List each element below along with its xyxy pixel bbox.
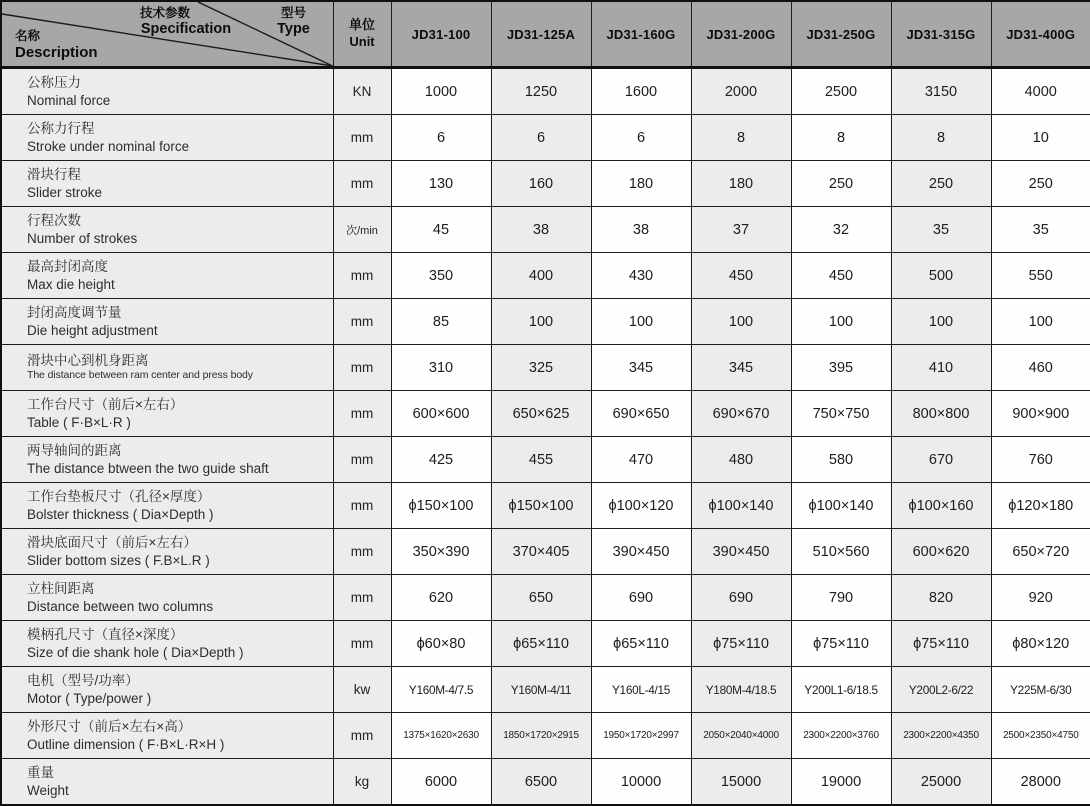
value-cell: 345 [691, 345, 791, 391]
value-cell: 450 [691, 253, 791, 299]
row-label-zh: 重量 [27, 764, 54, 780]
description-label-zh: 名称 [15, 29, 41, 43]
value-cell: Y160M-4/11 [491, 667, 591, 713]
description-label-en: Description [15, 44, 98, 61]
value-cell: 1950×1720×2997 [591, 713, 691, 759]
value-cell: 620 [391, 575, 491, 621]
value-cell: 100 [691, 299, 791, 345]
value-cell: 1000 [391, 68, 491, 115]
unit-cell: mm [333, 437, 391, 483]
model-column-header: JD31-315G [891, 1, 991, 68]
value-cell: 180 [691, 161, 791, 207]
row-label-en: Table ( F·B×L·R ) [27, 414, 131, 430]
row-label-zh: 工作台尺寸（前后×左右） [27, 396, 184, 412]
type-label-zh: 型号 [280, 6, 306, 20]
type-label-en: Type [277, 21, 310, 37]
value-cell: 2300×2200×4350 [891, 713, 991, 759]
value-cell: 2050×2040×4000 [691, 713, 791, 759]
spec-row [1, 207, 1090, 253]
value-cell: 35 [991, 207, 1090, 253]
row-label-zh: 工作台垫板尺寸（孔径×厚度） [27, 488, 211, 504]
row-label-cell [1, 391, 333, 437]
row-label-zh: 模柄孔尺寸（直径×深度） [27, 626, 184, 642]
value-cell: 100 [891, 299, 991, 345]
value-cell: ϕ100×140 [691, 483, 791, 529]
value-cell: 400 [491, 253, 591, 299]
unit-cell: mm [333, 391, 391, 437]
value-cell: 395 [791, 345, 891, 391]
spec-row [1, 391, 1090, 437]
row-label-cell [1, 483, 333, 529]
value-cell: 85 [391, 299, 491, 345]
value-cell: 650×720 [991, 529, 1090, 575]
value-cell: 6 [591, 115, 691, 161]
unit-cell: mm [333, 115, 391, 161]
value-cell: Y200L1-6/18.5 [791, 667, 891, 713]
model-column-header: JD31-160G [591, 1, 691, 68]
unit-cell: mm [333, 161, 391, 207]
value-cell: ϕ100×140 [791, 483, 891, 529]
spec-row [1, 437, 1090, 483]
unit-cell: mm [333, 529, 391, 575]
row-label-zh: 立柱间距离 [27, 580, 95, 596]
value-cell: 425 [391, 437, 491, 483]
value-cell: 650×625 [491, 391, 591, 437]
value-cell: ϕ65×110 [491, 621, 591, 667]
value-cell: 1250 [491, 68, 591, 115]
spec-row [1, 759, 1090, 806]
value-cell: 25000 [891, 759, 991, 806]
unit-cell: mm [333, 253, 391, 299]
value-cell: 690 [691, 575, 791, 621]
row-label-en: Weight [27, 782, 69, 798]
row-label-zh: 滑块底面尺寸（前后×左右） [27, 534, 197, 550]
value-cell: 670 [891, 437, 991, 483]
corner-header-cell [1, 1, 333, 68]
row-label-cell [1, 161, 333, 207]
row-label-cell [1, 713, 333, 759]
value-cell: 38 [591, 207, 691, 253]
value-cell: 370×405 [491, 529, 591, 575]
row-label-cell [1, 68, 333, 115]
value-cell: 580 [791, 437, 891, 483]
row-label-cell [1, 621, 333, 667]
value-cell: 350 [391, 253, 491, 299]
spec-row [1, 299, 1090, 345]
value-cell: 250 [991, 161, 1090, 207]
value-cell: 2500×2350×4750 [991, 713, 1090, 759]
value-cell: 37 [691, 207, 791, 253]
value-cell: 4000 [991, 68, 1090, 115]
unit-header-en: Unit [349, 34, 375, 49]
value-cell: ϕ150×100 [491, 483, 591, 529]
value-cell: 310 [391, 345, 491, 391]
value-cell: 15000 [691, 759, 791, 806]
value-cell: 760 [991, 437, 1090, 483]
value-cell: 19000 [791, 759, 891, 806]
value-cell: 650 [491, 575, 591, 621]
row-label-cell [1, 299, 333, 345]
spec-row [1, 161, 1090, 207]
value-cell: 32 [791, 207, 891, 253]
unit-cell: mm [333, 621, 391, 667]
row-label-cell [1, 759, 333, 806]
value-cell: 38 [491, 207, 591, 253]
value-cell: 250 [891, 161, 991, 207]
row-label-cell [1, 345, 333, 391]
specification-label-zh: 技术参数 [140, 6, 191, 20]
unit-column-header [333, 1, 391, 68]
value-cell: 600×600 [391, 391, 491, 437]
value-cell: 8 [791, 115, 891, 161]
row-label-en: Motor ( Type/power ) [27, 690, 152, 706]
value-cell: 470 [591, 437, 691, 483]
spec-row [1, 667, 1090, 713]
corner-specification-label [110, 6, 262, 38]
value-cell: 1600 [591, 68, 691, 115]
row-label-cell [1, 667, 333, 713]
model-column-header: JD31-200G [691, 1, 791, 68]
unit-cell: KN [333, 68, 391, 115]
spec-row [1, 115, 1090, 161]
value-cell: 8 [891, 115, 991, 161]
value-cell: 6000 [391, 759, 491, 806]
value-cell: 100 [491, 299, 591, 345]
value-cell: ϕ75×110 [691, 621, 791, 667]
value-cell: ϕ65×110 [591, 621, 691, 667]
unit-cell: mm [333, 483, 391, 529]
value-cell: 6 [391, 115, 491, 161]
corner-type-label [263, 6, 325, 38]
value-cell: 6500 [491, 759, 591, 806]
value-cell: 500 [891, 253, 991, 299]
unit-cell: mm [333, 345, 391, 391]
row-label-cell [1, 207, 333, 253]
row-label-zh: 封闭高度调节量 [27, 304, 122, 320]
value-cell: 455 [491, 437, 591, 483]
value-cell: 45 [391, 207, 491, 253]
row-label-zh: 公称力行程 [27, 120, 95, 136]
row-label-en: Number of strokes [27, 230, 138, 246]
row-label-zh: 电机（型号/功率） [27, 672, 139, 688]
row-label-zh: 滑块行程 [27, 166, 81, 182]
spec-row [1, 68, 1090, 115]
value-cell: 345 [591, 345, 691, 391]
row-label-en: Max die height [27, 276, 115, 292]
value-cell: 3150 [891, 68, 991, 115]
value-cell: 460 [991, 345, 1090, 391]
value-cell: 390×450 [591, 529, 691, 575]
row-label-cell [1, 575, 333, 621]
value-cell: 2300×2200×3760 [791, 713, 891, 759]
model-column-header: JD31-250G [791, 1, 891, 68]
model-column-header: JD31-400G [991, 1, 1090, 68]
value-cell: 100 [791, 299, 891, 345]
corner-description-label [15, 29, 98, 62]
value-cell: 350×390 [391, 529, 491, 575]
model-column-header: JD31-125A [491, 1, 591, 68]
value-cell: 10000 [591, 759, 691, 806]
row-label-zh: 两导轴间的距离 [27, 442, 122, 458]
value-cell: 100 [991, 299, 1090, 345]
row-label-en: Slider bottom sizes ( F.B×L.R ) [27, 552, 210, 568]
value-cell: ϕ60×80 [391, 621, 491, 667]
value-cell: 510×560 [791, 529, 891, 575]
unit-cell: mm [333, 575, 391, 621]
value-cell: 180 [591, 161, 691, 207]
value-cell: 2500 [791, 68, 891, 115]
value-cell: 920 [991, 575, 1090, 621]
value-cell: 690×670 [691, 391, 791, 437]
unit-cell: mm [333, 299, 391, 345]
value-cell: 800×800 [891, 391, 991, 437]
unit-cell: mm [333, 713, 391, 759]
row-label-cell [1, 529, 333, 575]
value-cell: ϕ120×180 [991, 483, 1090, 529]
row-label-en: Slider stroke [27, 184, 103, 200]
spec-row [1, 713, 1090, 759]
value-cell: 690×650 [591, 391, 691, 437]
row-label-cell [1, 115, 333, 161]
value-cell: ϕ100×160 [891, 483, 991, 529]
value-cell: 2000 [691, 68, 791, 115]
model-column-header: JD31-100 [391, 1, 491, 68]
row-label-en: Distance between two columns [27, 598, 214, 614]
value-cell: ϕ75×110 [891, 621, 991, 667]
value-cell: 130 [391, 161, 491, 207]
value-cell: Y180M-4/18.5 [691, 667, 791, 713]
row-label-en: Bolster thickness ( Dia×Depth ) [27, 506, 214, 522]
value-cell: 8 [691, 115, 791, 161]
value-cell: 790 [791, 575, 891, 621]
value-cell: 900×900 [991, 391, 1090, 437]
value-cell: 450 [791, 253, 891, 299]
value-cell: Y200L2-6/22 [891, 667, 991, 713]
value-cell: 325 [491, 345, 591, 391]
value-cell: Y225M-6/30 [991, 667, 1090, 713]
value-cell: 35 [891, 207, 991, 253]
value-cell: 10 [991, 115, 1090, 161]
spec-row [1, 575, 1090, 621]
value-cell: Y160L-4/15 [591, 667, 691, 713]
spec-row [1, 345, 1090, 391]
row-label-en: Nominal force [27, 92, 111, 108]
value-cell: 820 [891, 575, 991, 621]
value-cell: 28000 [991, 759, 1090, 806]
value-cell: 600×620 [891, 529, 991, 575]
value-cell: 250 [791, 161, 891, 207]
value-cell: 160 [491, 161, 591, 207]
value-cell: ϕ80×120 [991, 621, 1090, 667]
value-cell: 390×450 [691, 529, 791, 575]
value-cell: 1850×1720×2915 [491, 713, 591, 759]
unit-cell: 次/min [333, 207, 391, 253]
row-label-cell [1, 253, 333, 299]
spec-row [1, 621, 1090, 667]
row-label-en: The distance between ram center and press body [27, 369, 253, 382]
row-label-cell [1, 437, 333, 483]
value-cell: 410 [891, 345, 991, 391]
row-label-zh: 公称压力 [27, 74, 81, 90]
row-label-zh: 外形尺寸（前后×左右×高） [27, 718, 192, 734]
value-cell: Y160M-4/7.5 [391, 667, 491, 713]
value-cell: 480 [691, 437, 791, 483]
value-cell: 550 [991, 253, 1090, 299]
row-label-en: Die height adjustment [27, 322, 158, 338]
header-row [1, 1, 1090, 68]
row-label-zh: 最高封闭高度 [27, 258, 108, 274]
value-cell: ϕ75×110 [791, 621, 891, 667]
value-cell: ϕ150×100 [391, 483, 491, 529]
row-label-en: Outline dimension ( F·B×L·R×H ) [27, 736, 225, 752]
row-label-en: Size of die shank hole ( Dia×Depth ) [27, 644, 244, 660]
row-label-en: The distance btween the two guide shaft [27, 460, 269, 476]
value-cell: 430 [591, 253, 691, 299]
spec-row [1, 529, 1090, 575]
row-label-en: Stroke under nominal force [27, 138, 190, 154]
row-label-zh: 滑块中心到机身距离 [27, 352, 149, 368]
value-cell: 750×750 [791, 391, 891, 437]
unit-header-zh: 单位 [348, 17, 375, 33]
value-cell: 1375×1620×2630 [391, 713, 491, 759]
specification-label-en: Specification [140, 21, 232, 37]
unit-cell: kw [333, 667, 391, 713]
value-cell: 100 [591, 299, 691, 345]
value-cell: 690 [591, 575, 691, 621]
spec-table-body [1, 68, 1090, 806]
row-label-zh: 行程次数 [27, 212, 81, 228]
value-cell: ϕ100×120 [591, 483, 691, 529]
spec-row [1, 483, 1090, 529]
spec-row [1, 253, 1090, 299]
value-cell: 6 [491, 115, 591, 161]
unit-cell: kg [333, 759, 391, 806]
